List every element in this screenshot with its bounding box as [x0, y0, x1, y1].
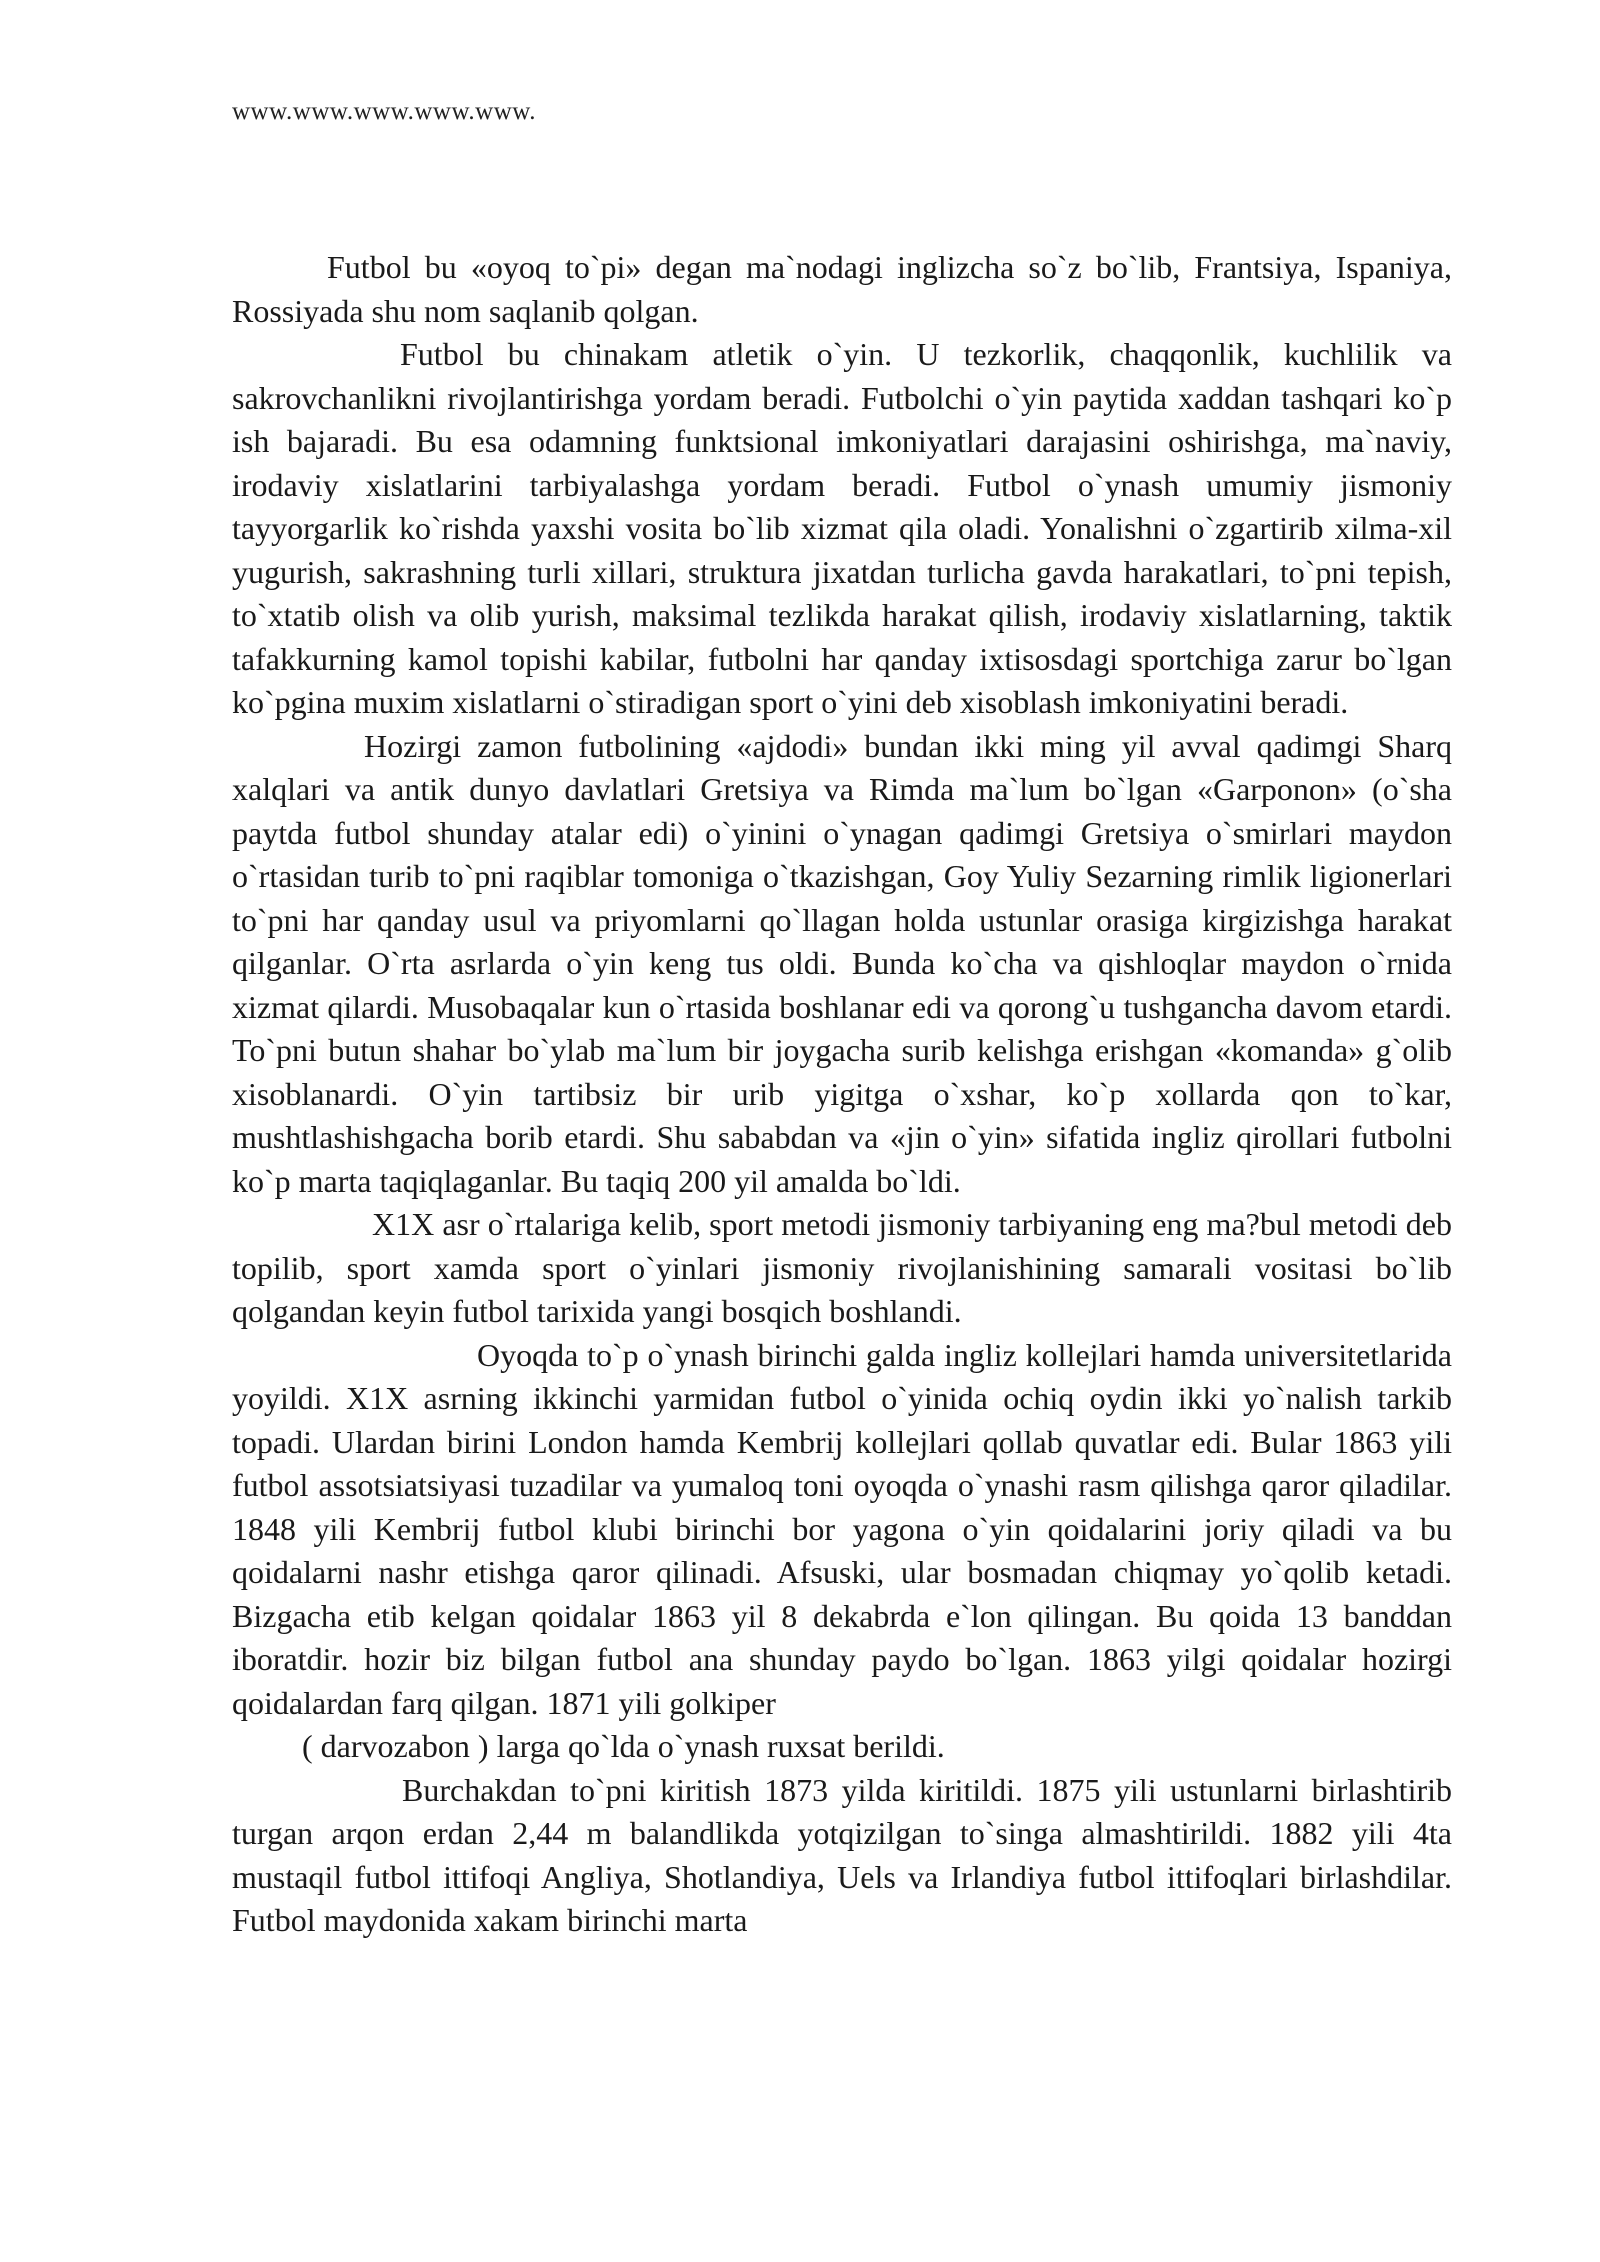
paragraph-7: Burchakdan to`pni kiritish 1873 yilda kiritildi. 1875 yili ustunlarni birlashtirib turgan arqon erdan 2,44 m balandlikda yotqizilgan to`singa almashtirildi. 1882 yili 4ta mustaqil futbol ittifoqi Angliya, Shotlandiya, Uels va Irlandiya futbol ittifoqlari birlashdilar. Futbol maydonida xakam birinchi marta	[232, 1771, 1452, 1938]
paragraph-1: Futbol bu «oyoq to`pi» degan ma`nodagi inglizcha so`z bo`lib, Frantsiya, Ispaniya, Rossiyada shu nom saqlanib qolgan.	[232, 249, 1452, 329]
document-body	[232, 246, 1452, 1943]
paragraph-4: X1X asr o`rtalariga kelib, sport metodi jismoniy tarbiyaning eng ma?bul metodi deb topilib, sport xamda sport o`yinlari jismoniy rivojlanishining samarali vositasi bo`lib qolgandan keyin futbol tarixida yangi bosqich boshlandi.	[232, 1206, 1452, 1329]
paragraph-3: Hozirgi zamon futbolining «ajdodi» bundan ikki ming yil avval qadimgi Sharq xalqlari va antik dunyo davlatlari Gretsiya va Rimda ma`lum bo`lgan «Garponon» (o`sha paytda futbol shunday atalar edi) o`yinini o`ynagan qadimgi Gretsiya o`smirlari maydon o`rtasidan turib to`pni raqiblar tomoniga o`tkazishgan, Goy Yuliy Sezarning rimlik ligionerlari to`pni har qanday usul va priyomlarni qo`llagan holda ustunlar orasiga kirgizishga harakat qilganlar. O`rta asrlarda o`yin keng tus oldi. Bunda ko`cha va qishloqlar maydon o`rnida xizmat qilardi. Musobaqalar kun o`rtasida boshlanar edi va qorong`u tushgancha davom etardi. To`pni butun shahar bo`ylab ma`lum bir joygacha surib kelishga erishgan «komanda» g`olib xisoblanardi. O`yin tartibsiz bir urib yigitga o`xshar, ko`p xollarda qon to`kar, mushtlashishgacha borib etardi. Shu sababdan va «jin o`yin» sifatida ingliz qirollari futbolni ko`p marta taqiqlaganlar. Bu taqiq 200 yil amalda bo`ldi.	[232, 727, 1452, 1199]
paragraph-5: Oyoqda to`p o`ynash birinchi galda ingliz kollejlari hamda universitetlarida yoyildi. X1X asrning ikkinchi yarmidan futbol o`yinida ochiq oydin ikki yo`nalish tarkib topadi. Ulardan birini London hamda Kembrij kollejlari qollab quvatlar edi. Bular 1863 yili futbol assotsiatsiyasi tuzadilar va yumaloq toni oyoqda o`ynashi rasm qilishga qaror qiladilar. 1848 yili Kembrij futbol klubi birinchi bor yagona o`yin qoidalarini joriy qiladi va bu qoidalarni nashr etishga qaror qilinadi. Afsuski, ular bosmadan chiqmay yo`qolib ketadi. Bizgacha etib kelgan qoidalar 1863 yil 8 dekabrda e`lon qilingan. Bu qoida 13 banddan iboratdir. hozir biz bilgan futbol ana shunday paydo bo`lgan. 1863 yilgi qoidalar hozirgi qoidalardan farq qilgan. 1871 yili golkiper	[232, 1336, 1452, 1721]
page-header: www.www.www.www.www.	[232, 98, 536, 125]
paragraph-2: Futbol bu chinakam atletik o`yin. U tezkorlik, chaqqonlik, kuchlilik va sakrovchanlikni rivojlantirishga yordam beradi. Futbolchi o`yin paytida xaddan tashqari ko`p ish bajaradi. Bu esa odamning funktsional imkoniyatlari darajasini oshirishga, ma`naviy, irodaviy xislatlarini tarbiyalashga yordam beradi. Futbol o`ynash umumiy jismoniy tayyorgarlik ko`rishda yaxshi vosita bo`lib xizmat qila oladi. Yonalishni o`zgartirib xilma-xil yugurish, sakrashning turli xillari, struktura jixatdan turlicha gavda harakatlari, to`pni tepish, to`xtatib olish va olib yurish, maksimal tezlikda harakat qilish, irodaviy xislatlarning, taktik tafakkurning kamol topishi kabilar, futbolni har qanday ixtisosdagi sportchiga zarur bo`lgan ko`pgina muxim xislatlarni o`stiradigan sport o`yini deb xisoblash imkoniyatini beradi.	[232, 336, 1452, 720]
paragraph-6: ( darvozabon ) larga qo`lda o`ynash ruxsat berildi.	[302, 1728, 945, 1764]
